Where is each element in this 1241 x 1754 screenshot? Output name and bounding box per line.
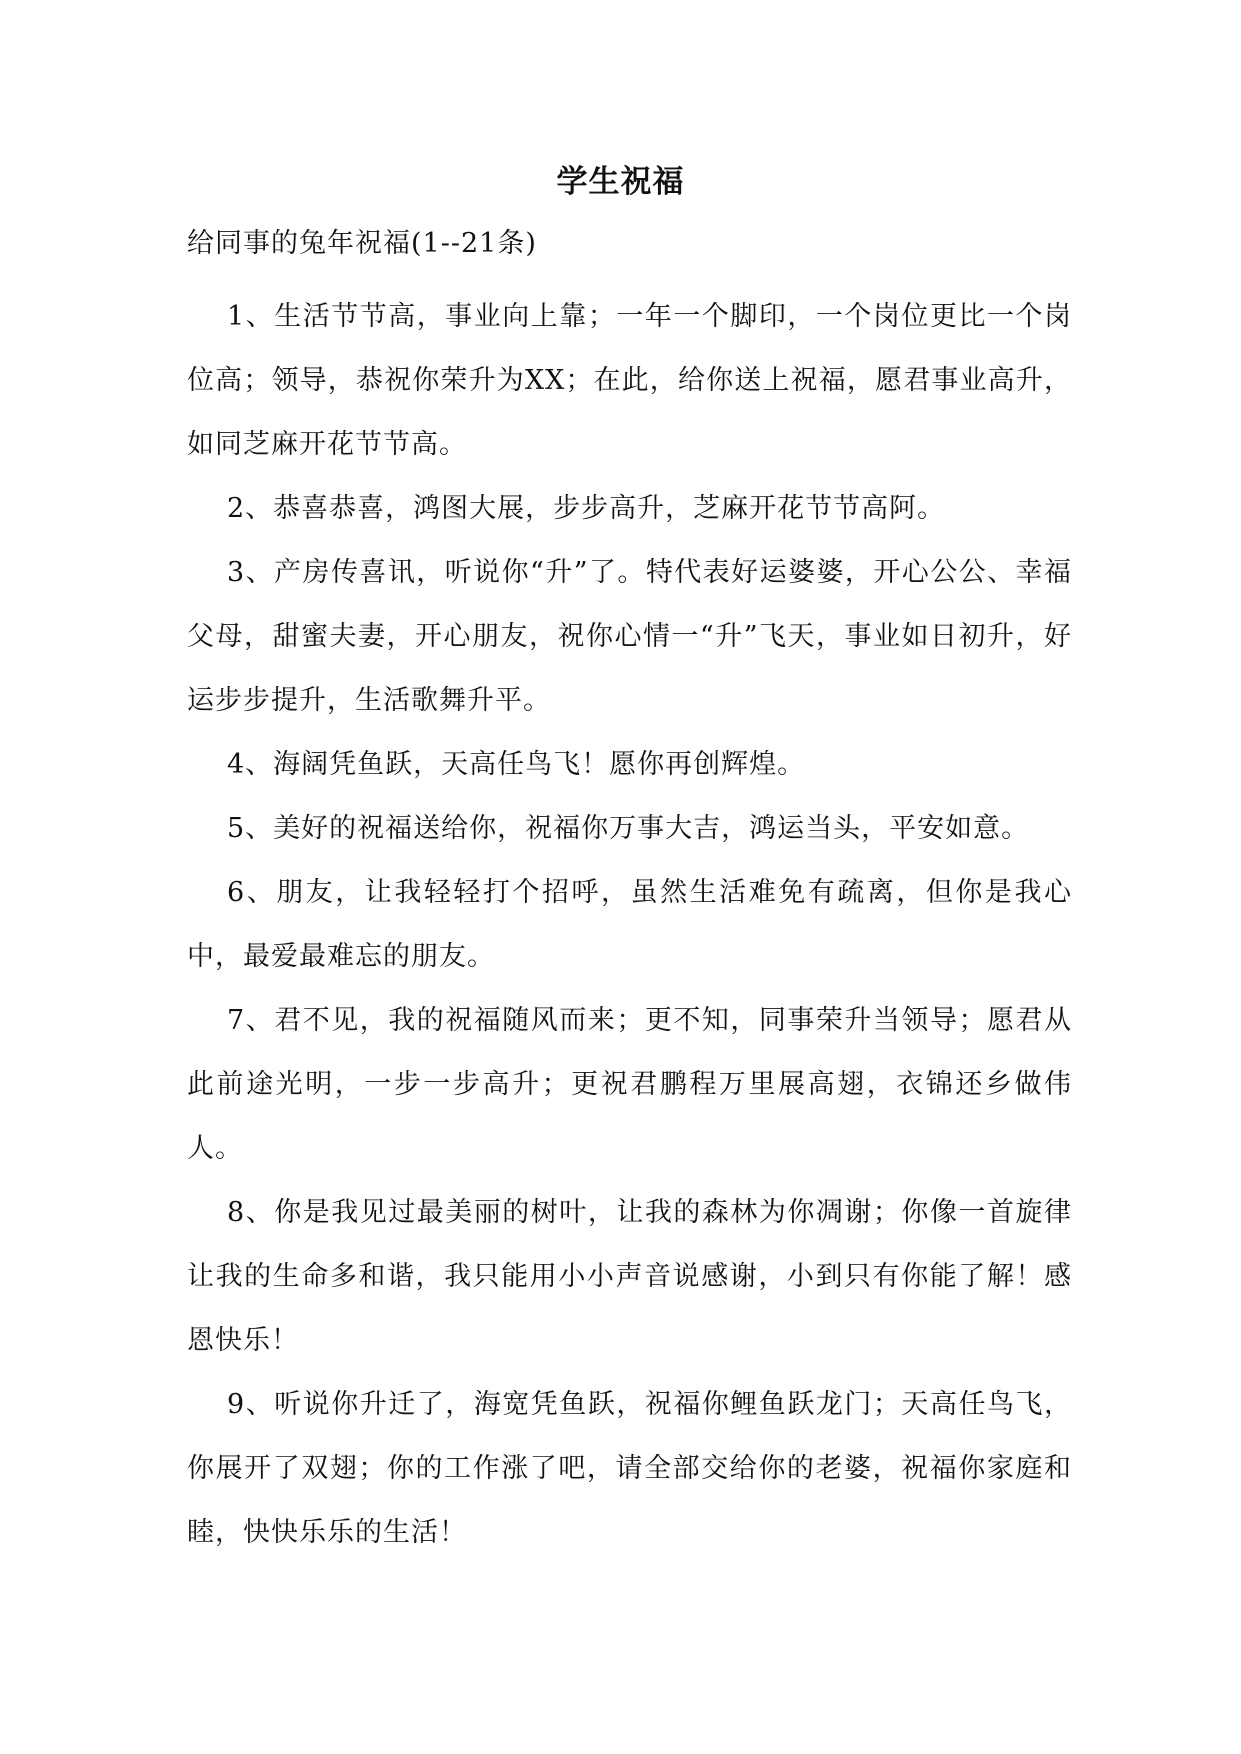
document-title: 学生祝福 — [556, 164, 685, 200]
blessing-item-8: 8、你是我见过最美丽的树叶，让我的森林为你凋谢；你像一首旋律让我的生命多和谐，我只能用小小声音说感谢，小到只有你能了解！感恩快乐！ — [187, 1197, 1072, 1356]
blessing-item-4: 4、海阔凭鱼跃，天高任鸟飞！愿你再创辉煌。 — [227, 749, 806, 780]
blessing-item-9: 9、听说你升迁了，海宽凭鱼跃，祝福你鲤鱼跃龙门；天高任鸟飞，你展开了双翅；你的工作涨了吧，请全部交给你的老婆，祝福你家庭和睦，快快乐乐的生活！ — [187, 1389, 1072, 1548]
blessing-item-1: 1、生活节节高，事业向上靠；一年一个脚印，一个岗位更比一个岗位高；领导，恭祝你荣升为XX；在此，给你送上祝福，愿君事业高升，如同芝麻开花节节高。 — [187, 301, 1072, 460]
blessing-item-3: 3、产房传喜讯，听说你“升”了。特代表好运婆婆，开心公公、幸福父母，甜蜜夫妻，开心朋友，祝你心情一“升”飞天，事业如日初升，好运步步提升，生活歌舞升平。 — [187, 557, 1072, 716]
blessing-item-5: 5、美好的祝福送给你，祝福你万事大吉，鸿运当头，平安如意。 — [227, 813, 1030, 844]
document-body — [187, 222, 1072, 1565]
blessing-item-2: 2、恭喜恭喜，鸿图大展，步步高升，芝麻开花节节高阿。 — [227, 493, 946, 524]
blessing-item-7: 7、君不见，我的祝福随风而来；更不知，同事荣升当领导；愿君从此前途光明，一步一步高升；更祝君鹏程万里展高翅，衣锦还乡做伟人。 — [187, 1005, 1072, 1164]
blessing-item-6: 6、朋友，让我轻轻打个招呼，虽然生活难免有疏离，但你是我心中，最爱最难忘的朋友。 — [187, 877, 1072, 972]
section-subtitle: 给同事的兔年祝福(1--21条) — [187, 228, 537, 259]
